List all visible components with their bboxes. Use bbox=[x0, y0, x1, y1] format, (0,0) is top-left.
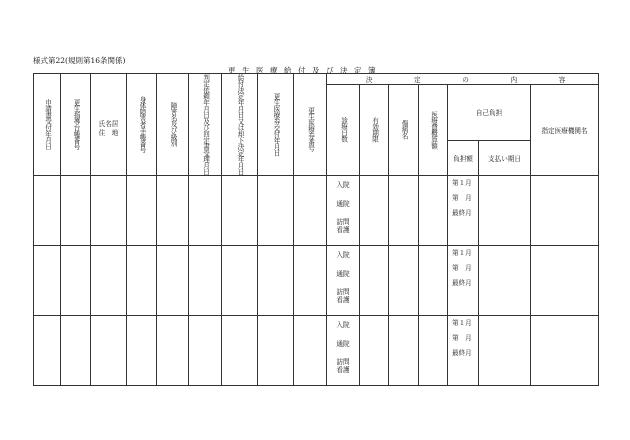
header-decision-contents: 決 定 の 内 容 bbox=[327, 74, 599, 85]
header-judgment-request: 判定依頼年月日及び回定書受理月日 bbox=[189, 74, 222, 176]
header-self-pay-amount: 負担額 bbox=[448, 140, 479, 175]
month-list-cell: 第１月 第 月 最終月 bbox=[448, 315, 479, 385]
header-designated-institution: 指定医療機関名 bbox=[531, 85, 599, 176]
header-disease-name: 傷病名 bbox=[389, 85, 419, 176]
header-voucher-issue-date: 更生医療券交付年月日 bbox=[258, 74, 294, 176]
header-guidance-ledger-no: 更生指導台帳番号 bbox=[61, 74, 91, 176]
header-payment-period: 支払い期日 bbox=[479, 140, 531, 175]
table-row bbox=[34, 245, 599, 315]
header-medical-cost: 医療費概算額 bbox=[419, 85, 448, 176]
header-payment-decision: 給付決定年月日又は却下決定年月日 bbox=[222, 74, 258, 176]
header-consult-days: 診療日数 bbox=[327, 85, 360, 176]
treatment-type-cell: 入院 通院 訪問 看護 bbox=[327, 245, 360, 315]
month-list-cell: 第１月 第 月 最終月 bbox=[448, 245, 479, 315]
treatment-type-cell: 入院 通院 訪問 看護 bbox=[327, 175, 360, 245]
header-voucher-no: 更生医療券番号 bbox=[294, 74, 327, 176]
month-list-cell: 第１月 第 月 最終月 bbox=[448, 175, 479, 245]
header-application-date: 申請書受付年月日 bbox=[34, 74, 61, 176]
header-valid-period: 有効期限 bbox=[360, 85, 389, 176]
ledger-table bbox=[33, 73, 599, 386]
treatment-type-cell: 入院 通院 訪問 看護 bbox=[327, 315, 360, 385]
header-name-address: 氏名居 住 地 bbox=[91, 74, 127, 176]
table-row bbox=[34, 175, 599, 245]
table-row bbox=[34, 315, 599, 385]
header-handbook-no: 身体障害者手帳番号 bbox=[127, 74, 157, 176]
form-number-label: 様式第22(規則第16条関係) bbox=[33, 56, 126, 65]
header-self-pay: 自己負担 bbox=[448, 85, 531, 141]
header-disability-grade: 障害名及び級別 bbox=[157, 74, 189, 176]
document-title: 更生医療給付及び決定簿 bbox=[228, 66, 382, 75]
